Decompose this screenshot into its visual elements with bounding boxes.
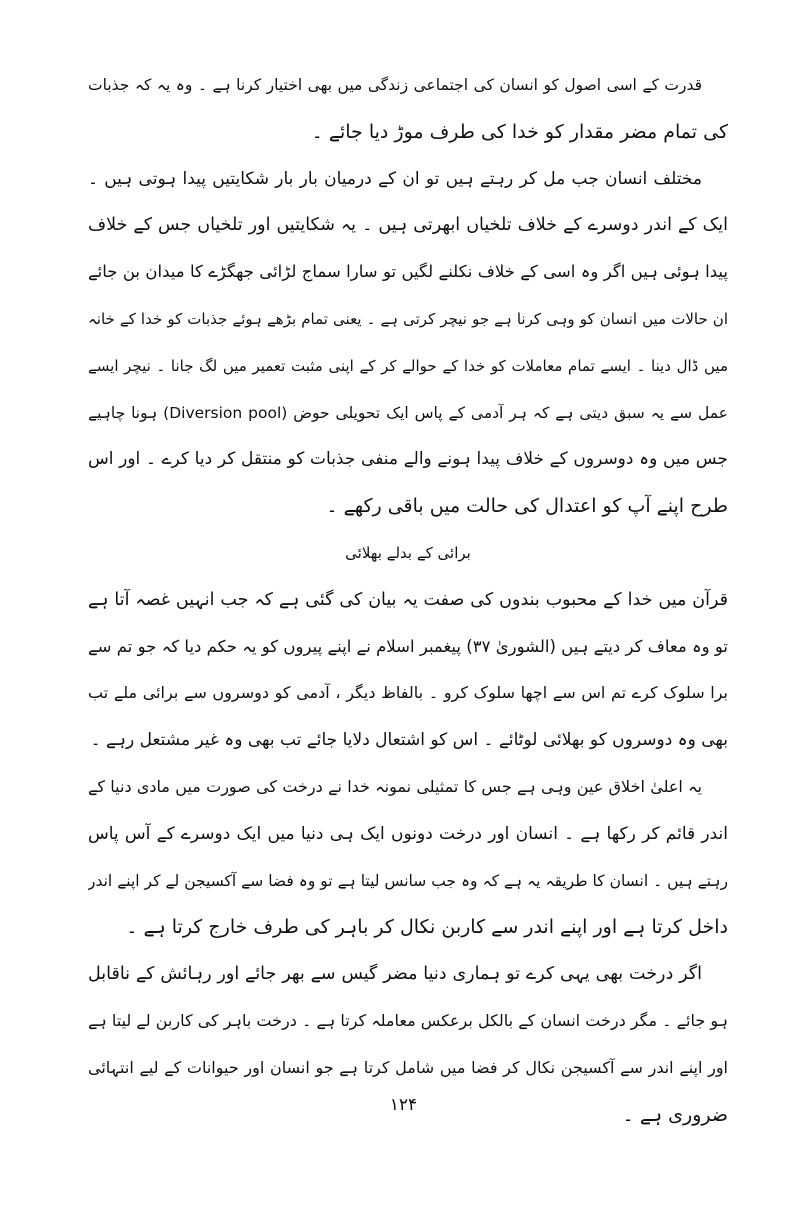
section-heading: برائی کے بدلے بھلائی <box>345 543 471 562</box>
text-line: کی تمام مضر مقدار کو خدا کی طرف موڑ دیا جائے ۔ <box>311 120 728 143</box>
text-line: ہو جائے ۔ مگر درخت انسان کے بالکل برعکس معاملہ کرتا ہے ۔ درخت باہر کی کاربن لے لیتا ہے <box>88 1010 728 1030</box>
paragraph-4 <box>88 764 728 951</box>
text-line: جس میں وہ دوسروں کے خلاف پیدا ہونے والے منفی جذبات کو منتقل کر دیا کرے ۔ اور اس <box>88 449 728 470</box>
text-line: برا سلوک کرے تم اس سے اچھا سلوک کرو ۔ بالفاظ دیگر ، آدمی کو دوسروں سے برائی ملے تب <box>88 683 728 703</box>
text-line: یہ اعلیٰ اخلاق عین وہی ہے جس کا تمثیلی نمونہ خدا نے درخت کی صورت میں مادی دنیا کے <box>88 776 702 796</box>
paragraph-1 <box>88 62 728 156</box>
text-line: ایک کے اندر دوسرے کے خلاف تلخیاں ابھرتی ہیں ۔ یہ شکایتیں اور تلخیاں جس کے خلاف <box>88 215 728 236</box>
text-line: رہتے ہیں ۔ انسان کا طریقہ یہ ہے کہ وہ جب سانس لیتا ہے تو وہ فضا سے آکسیجن لے کر اپنے اندر <box>88 871 728 890</box>
text-line: تو وہ معاف کر دیتے ہیں (الشوریٰ ۳۷) پیغمبر اسلام نے اپنے پیروں کو یہ حکم دیا کہ جو تم سے <box>88 636 728 656</box>
paragraph-3 <box>88 577 728 764</box>
text-line: عمل سے یہ سبق دیتی ہے کہ ہر آدمی کے پاس ایک تحویلی حوض (Diversion pool) ہونا چاہیے <box>88 403 728 422</box>
text-line: ضروری ہے ۔ <box>622 1103 728 1126</box>
page-number: ۱۲۴ <box>389 1095 418 1115</box>
text-line: قدرت کے اسی اصول کو انسان کی اجتماعی زندگی میں بھی اختیار کرنا ہے ۔ وہ یہ کہ جذبات <box>88 76 702 94</box>
body-text <box>88 62 728 1138</box>
text-line: اندر قائم کر رکھا ہے ۔ انسان اور درخت دونوں ایک ہی دنیا میں ایک دوسرے کے آس پاس <box>88 823 728 844</box>
text-line: میں ڈال دینا ۔ ایسے تمام معاملات کو خدا کے حوالے کر کے اپنی مثبت تعمیر میں لگ جانا ۔ نیچر ایسے <box>88 356 728 375</box>
paragraph-2 <box>88 156 728 530</box>
text-line: اور اپنے اندر سے آکسیجن نکال کر فضا میں شامل کرتا ہے جو انسان اور حیوانات کے لیے انتہائی <box>88 1057 728 1077</box>
text-line: داخل کرتا ہے اور اپنے اندر سے کاربن نکال کر باہر کی طرف خارج کرتا ہے ۔ <box>126 916 728 939</box>
text-line: طرح اپنے آپ کو اعتدال کی حالت میں باقی رکھے ۔ <box>326 495 728 518</box>
text-line: اگر درخت بھی یہی کرے تو ہماری دنیا مضر گیس سے بھر جائے اور رہائش کے ناقابل <box>88 964 702 985</box>
text-line: مختلف انسان جب مل کر رہتے ہیں تو ان کے درمیان بار بار شکایتیں پیدا ہوتی ہیں ۔ <box>88 168 702 189</box>
text-line: ان حالات میں انسان کو وہی کرنا ہے جو نیچر کرتی ہے ۔ یعنی تمام بڑھے ہوئے جذبات کو خدا کے خانہ <box>88 309 728 328</box>
text-line: قرآن میں خدا کے محبوب بندوں کی صفت یہ بیان کی گئی ہے کہ جب انہیں غصہ آتا ہے <box>88 589 728 610</box>
text-line: پیدا ہوئی ہیں اگر وہ اسی کے خلاف نکلنے لگیں تو سارا سماج لڑائی جھگڑے کا میدان بن جائے <box>88 262 728 282</box>
text-line: بھی وہ دوسروں کو بھلائی لوٹائے ۔ اس کو اشتعال دلایا جائے تب بھی وہ غیر مشتعل رہے ۔ <box>90 730 728 751</box>
